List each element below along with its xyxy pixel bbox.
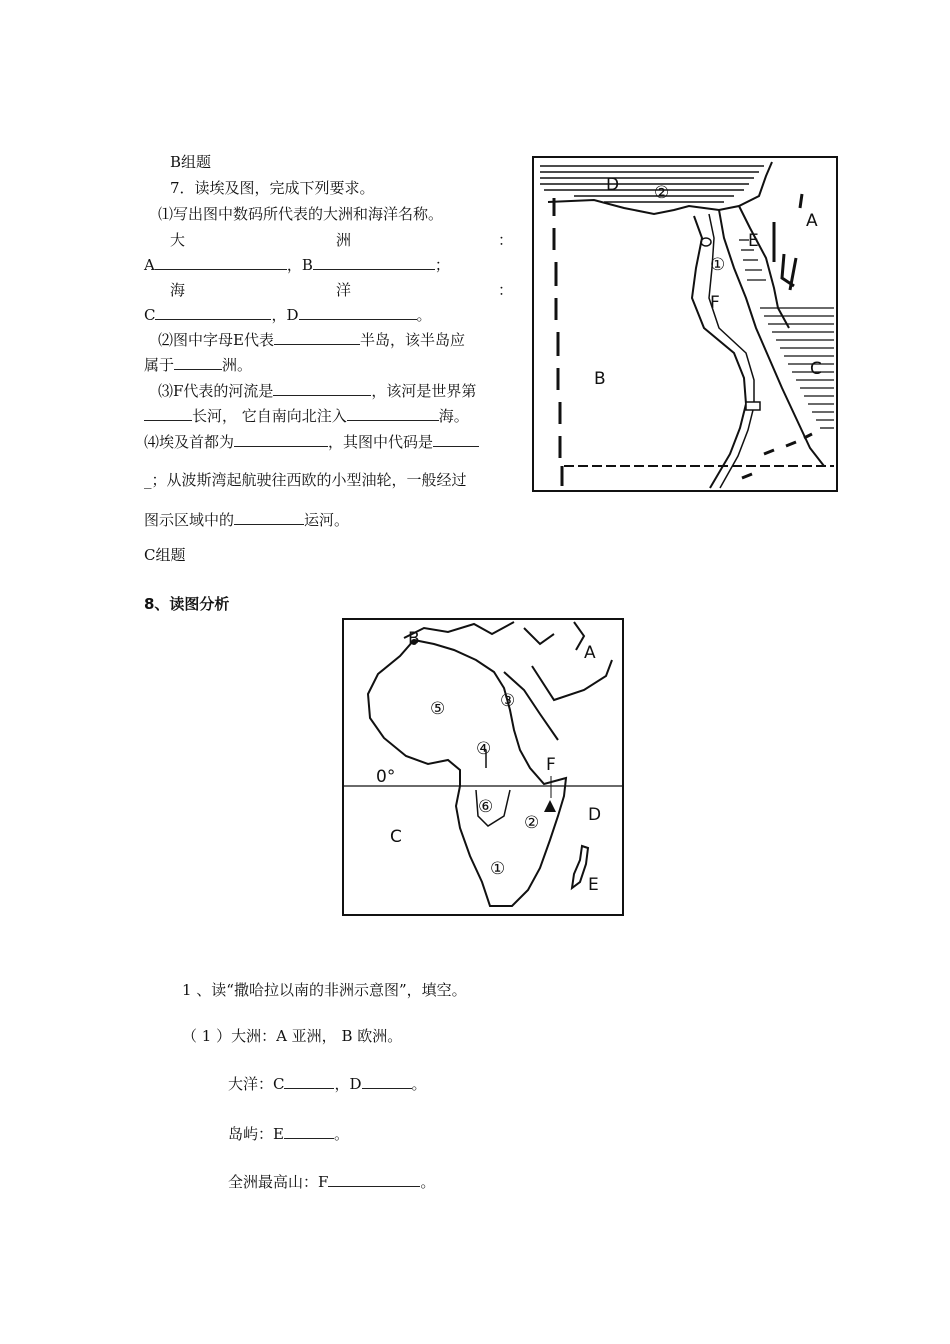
answer-blank-sea[interactable] xyxy=(347,406,439,421)
egypt-map xyxy=(532,156,838,492)
africa-label-2: ② xyxy=(524,813,540,833)
part1-colon1: ： xyxy=(498,231,514,249)
semicolon: ； xyxy=(434,256,450,274)
question-7-part2-line1: ⑵图中字母E代表 半岛，该半岛应 xyxy=(158,331,465,349)
question-7-part1: ⑴写出图中数码所代表的大洲和海洋名称。 xyxy=(158,205,444,223)
question-7-part4-line2: _；从波斯湾起航驶往西欧的小型油轮，一般经过 xyxy=(144,471,467,489)
q8-1-mountain: 全洲最高山：F 。 xyxy=(228,1173,436,1191)
answer-blank-b[interactable] xyxy=(313,255,435,270)
question-8-heading: 8、读图分析 xyxy=(144,595,230,613)
africa-equator-label: 0° xyxy=(376,767,396,787)
part1-colon2: ： xyxy=(498,281,514,299)
question-7-part4-line3: 图示区域中的 运河。 xyxy=(144,511,350,529)
q8-1-oceans: 大洋：C ，D 。 xyxy=(228,1075,427,1093)
label-c: C xyxy=(144,306,156,324)
section-b-heading: B组题 xyxy=(170,153,212,171)
africa-label-a: A xyxy=(584,643,596,663)
q8-1-islands: 岛屿：E 。 xyxy=(228,1125,349,1143)
egypt-label-e: E xyxy=(748,231,759,251)
period: 。 xyxy=(416,306,432,324)
africa-label-1: ① xyxy=(490,859,506,879)
egypt-label-a: A xyxy=(806,211,818,231)
label-b: ，B xyxy=(286,256,313,274)
answer-blank-mountain-f[interactable] xyxy=(328,1172,420,1187)
answer-blank-canal[interactable] xyxy=(234,510,304,525)
q8-1-title: 1 、读“撒哈拉以南的非洲示意图”，填空。 xyxy=(182,981,467,999)
answer-blank-code[interactable] xyxy=(433,432,479,447)
part1-continent-line xyxy=(144,255,450,275)
q8-1-continents: （ 1 ）大洲：A 亚洲， B 欧洲。 xyxy=(182,1027,403,1045)
africa-map xyxy=(342,618,624,916)
egypt-label-1: ① xyxy=(710,255,726,275)
egypt-label-b: B xyxy=(594,369,606,389)
question-7-part3-line1: ⑶F代表的河流是 ，该河是世界第 xyxy=(158,382,477,400)
answer-blank-e-continent[interactable] xyxy=(174,355,222,370)
egypt-label-c: C xyxy=(810,359,822,379)
question-7-part3-line2: 长河， 它自南向北注入 海。 xyxy=(144,406,469,426)
answer-blank-e[interactable] xyxy=(274,330,360,345)
africa-label-e: E xyxy=(588,875,599,895)
answer-blank-rank[interactable] xyxy=(144,406,192,421)
label-a: A xyxy=(144,256,155,274)
africa-label-b: B xyxy=(408,629,420,649)
part1-da: 大 xyxy=(170,231,186,249)
africa-label-4: ④ xyxy=(476,739,492,759)
answer-blank-ocean-d[interactable] xyxy=(362,1074,412,1089)
label-d: ，D xyxy=(271,306,299,324)
answer-blank-a[interactable] xyxy=(155,255,287,270)
answer-blank-d[interactable] xyxy=(299,305,417,320)
part1-hai: 海 xyxy=(170,281,186,299)
question-7-part2-line2: 属于 洲。 xyxy=(144,356,253,374)
africa-label-c: C xyxy=(390,827,402,847)
africa-label-6: ⑥ xyxy=(478,797,494,817)
egypt-label-f: F xyxy=(710,293,720,313)
africa-label-3: ③ xyxy=(500,691,516,711)
answer-blank-ocean-c[interactable] xyxy=(284,1074,334,1089)
africa-label-f: F xyxy=(546,755,556,775)
question-7-part4-line1: ⑷埃及首都为 ，其图中代码是 xyxy=(144,432,479,452)
part1-ocean-line xyxy=(144,305,432,325)
answer-blank-island-e[interactable] xyxy=(284,1124,334,1139)
part1-yang: 洋 xyxy=(336,281,352,299)
africa-label-d: D xyxy=(588,805,602,825)
section-c-heading: C组题 xyxy=(144,546,186,564)
africa-label-5: ⑤ xyxy=(430,699,446,719)
question-7-title: 7．读埃及图，完成下列要求。 xyxy=(170,179,375,197)
answer-blank-capital[interactable] xyxy=(234,432,328,447)
egypt-label-2: ② xyxy=(654,183,670,203)
egypt-label-d: D xyxy=(606,175,620,195)
answer-blank-c[interactable] xyxy=(155,305,271,320)
part1-zhou: 洲 xyxy=(336,231,352,249)
answer-blank-river[interactable] xyxy=(273,381,371,396)
